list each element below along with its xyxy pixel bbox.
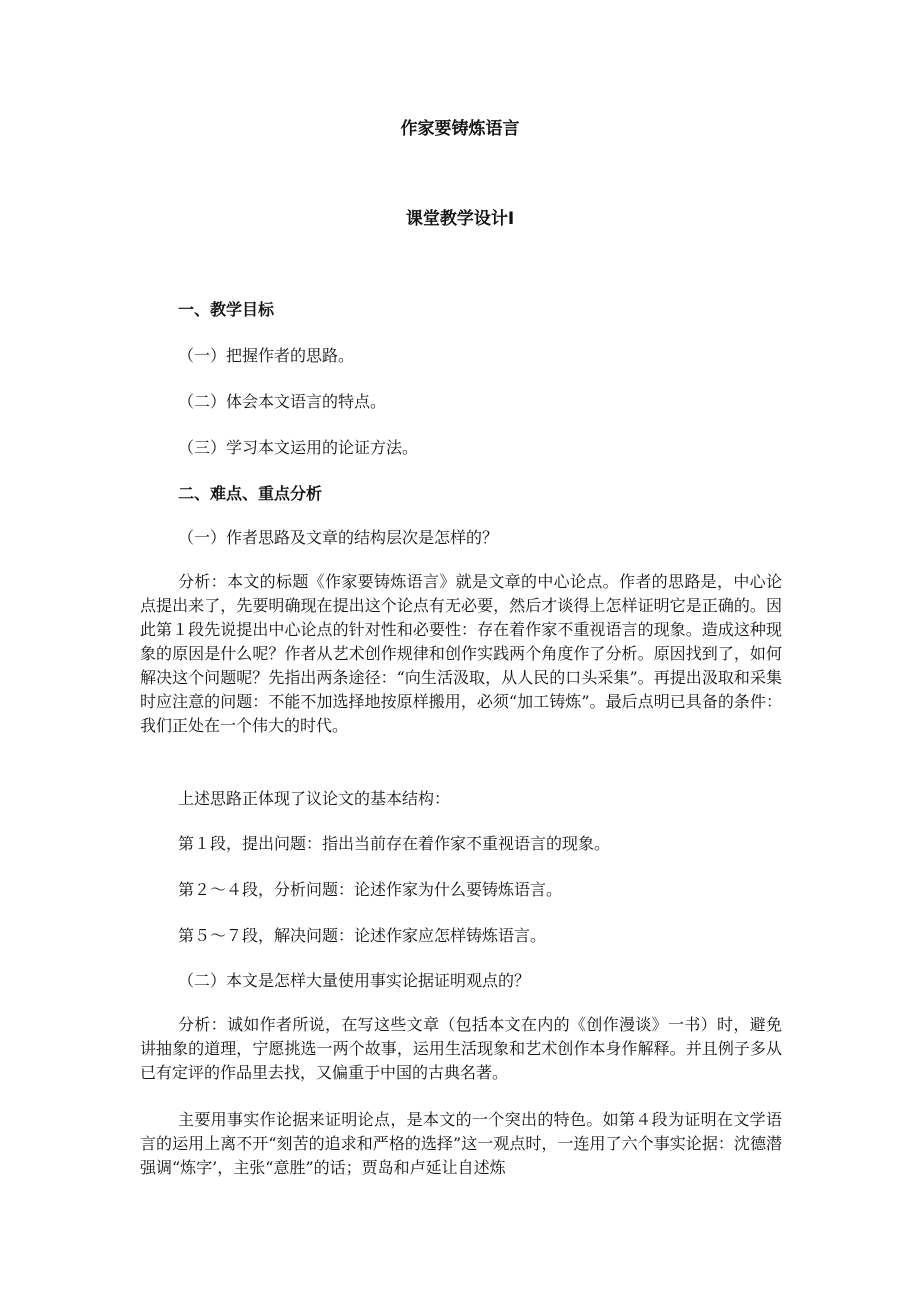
question-1: （一）作者思路及文章的结构层次是怎样的？ xyxy=(178,528,499,547)
goal-item: （一）把握作者的思路。 xyxy=(178,346,355,365)
section-heading-analysis: 二、难点、重点分析 xyxy=(178,484,323,503)
section-heading-teaching-goals: 一、教学目标 xyxy=(178,300,275,319)
document-subtitle: 课堂教学设计Ⅰ xyxy=(405,209,515,229)
goal-item: （二）体会本文语言的特点。 xyxy=(178,392,387,411)
goal-item: （三）学习本文运用的论证方法。 xyxy=(178,438,419,457)
structure-item: 第２～４段，分析问题：论述作家为什么要铸炼语言。 xyxy=(178,880,563,899)
analysis-paragraph-2: 分析：诚如作者所说，在写这些文章（包括本文在内的《创作漫谈》一书）时，避免讲抽象的道理，宁愿挑选一两个故事，运用生活现象和艺术创作本身作解释。并且例子多从已有定评的作品里去找，又偏重于中国的古典名著。 xyxy=(140,1015,782,1082)
analysis-paragraph-1: 分析：本文的标题《作家要铸炼语言》就是文章的中心论点。作者的思路是，中心论点提出来了，先要明确现在提出这个论点有无必要，然后才谈得上怎样证明它是正确的。因此第１段先说提出中心论点的针对性和必要性：存在着作家不重视语言的现象。造成这种现象的原因是什么呢？作者从艺术创作规律和创作实践两个角度作了分析。原因找到了，如何解决这个问题呢？先指出两条途径：“向生活汲取，从人民的口头采集”。再提出汲取和采集时应注意的问题：不能不加选择地按原样搬用，必须“加工铸炼”。最后点明已具备的条件：我们正处在一个伟大的时代。 xyxy=(140,572,782,735)
structure-item: 第５～７段，解决问题：论述作家应怎样铸炼语言。 xyxy=(178,926,547,945)
structure-item: 第１段，提出问题：指出当前存在着作家不重视语言的现象。 xyxy=(178,834,611,853)
analysis-paragraph-3: 主要用事实作论据来证明论点，是本文的一个突出的特色。如第４段为证明在文学语言的运用上离不开“刻苦的追求和严格的选择”这一观点时，一连用了六个事实论据：沈德潜强调“炼字’，主张“意胜”的话；贾岛和卢延让自述炼 xyxy=(140,1110,782,1177)
structure-intro: 上述思路正体现了议论文的基本结构： xyxy=(178,789,451,808)
document-title: 作家要铸炼语言 xyxy=(400,119,520,139)
question-2: （二）本文是怎样大量使用事实论据证明观点的？ xyxy=(178,971,531,990)
